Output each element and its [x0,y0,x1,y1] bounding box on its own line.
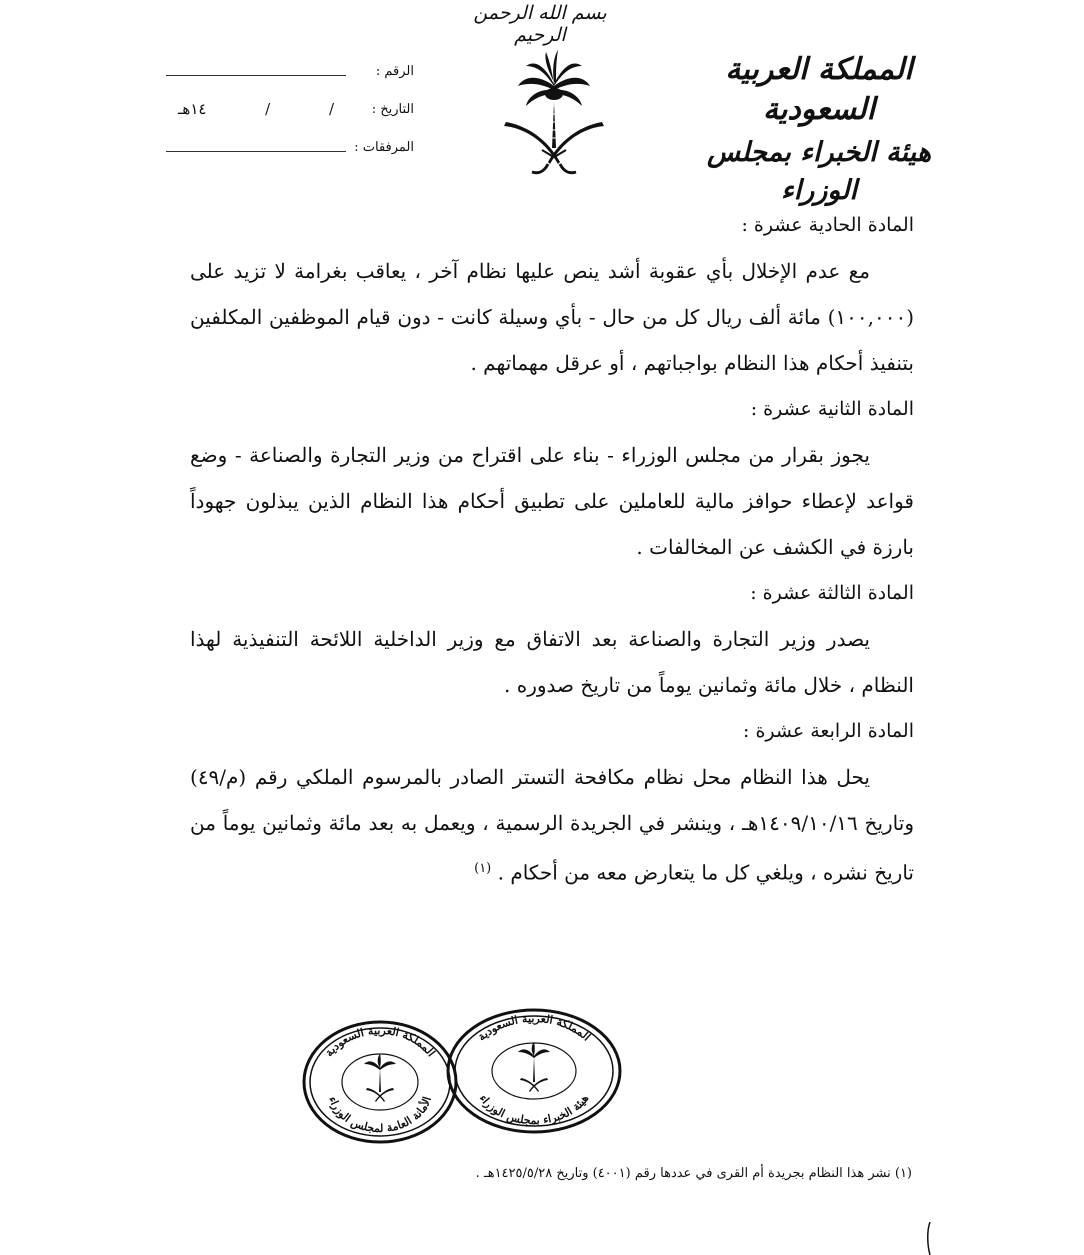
article-heading: المادة الحادية عشرة : [741,214,914,236]
article-text: يجوز بقرار من مجلس الوزراء - بناء على اقتراح من وزير التجارة والصناعة - وضع قواعد لإعطاء حوافز مالية للعاملين على تطبيق أحكام هذا النظام الذين يبذلون جهوداً بارزة في الكشف عن المخالفات . [190,443,914,559]
bureau-of-experts-seal [444,1006,624,1136]
margin-mark [926,1222,934,1255]
article-text [190,754,914,896]
org-name-line2: هيئة الخبراء بمجلس الوزراء [706,137,932,206]
seal-left-top-text: المملكة العربية السعودية [322,1023,438,1060]
footnote: (١) نشر هذا النظام بجريدة أم القرى في عددها رقم (٤٠٠١) وتاريخ ١٤٢٥/٥/٢٨هـ . [475,1166,912,1181]
svg-text:هيئة الخبراء بمجلس الوزراء [477,1092,592,1127]
reference-fields [166,52,414,166]
date-field [166,100,346,118]
letterhead [674,50,964,210]
article-11 [190,208,914,386]
article-heading: المادة الثالثة عشرة : [750,582,914,604]
seal-right-top-text: المملكة العربية السعودية [475,1011,593,1044]
date-suffix: ١٤هـ [178,100,207,118]
date-row [166,90,414,128]
seal-right-bottom-text: هيئة الخبراء بمجلس الوزراء [476,1092,592,1128]
org-name-line1: المملكة العربية السعودية [725,52,913,127]
article-text: يصدر وزير التجارة والصناعة بعد الاتفاق مع وزير الداخلية اللائحة التنفيذية لهذا النظام ، خلال مائة وثمانين يوماً من تاريخ صدوره . [190,627,914,697]
palm-and-swords-emblem-icon [494,44,614,179]
reference-number-line [166,75,346,76]
article-13 [190,576,914,708]
date-label: التاريخ : [371,101,414,117]
article-text-body: يحل هذا النظام محل نظام مكافحة التستر الصادر بالمرسوم الملكي رقم (م/٤٩) وتاريخ ١٤٠٩/١٠/١٦هـ ، وينشر في الجريدة الرسمية ، ويعمل به بعد مائة وثمانين يوماً من تاريخ نشره ، ويلغي كل ما يتعارض معه من أحكام . [190,765,915,885]
attachments-row [166,128,414,166]
article-heading: المادة الرابعة عشرة : [743,720,914,742]
attachments-line [166,151,346,152]
basmala: بسم الله الرحمن الرحيم [473,2,607,46]
seal-left-bottom-text: الأمانة العامة لمجلس الوزراء [326,1095,434,1136]
article-heading: المادة الثانية عشرة : [750,398,914,420]
articles-body [190,208,914,896]
footnote-reference: (١) [474,861,492,876]
date-separator: / [265,100,271,118]
article-14 [190,714,914,896]
reference-number-label: الرقم : [375,63,414,79]
date-separator: / [328,100,334,118]
general-secretariat-seal [300,1018,460,1146]
article-12 [190,392,914,570]
svg-text:الأمانة العامة لمجلس الوزراء [326,1095,434,1135]
reference-number-row [166,52,414,90]
attachments-label: المرفقات : [354,139,414,155]
article-text: مع عدم الإخلال بأي عقوبة أشد ينص عليها نظام آخر ، يعاقب بغرامة لا تزيد على (١٠٠,٠٠٠) مائة ألف ريال كل من حال - بأي وسيلة كانت - دون قيام الموظفين المكلفين بتنفيذ أحكام هذا النظام بواجباتهم ، أو عرقل مهماتهم . [190,259,914,375]
